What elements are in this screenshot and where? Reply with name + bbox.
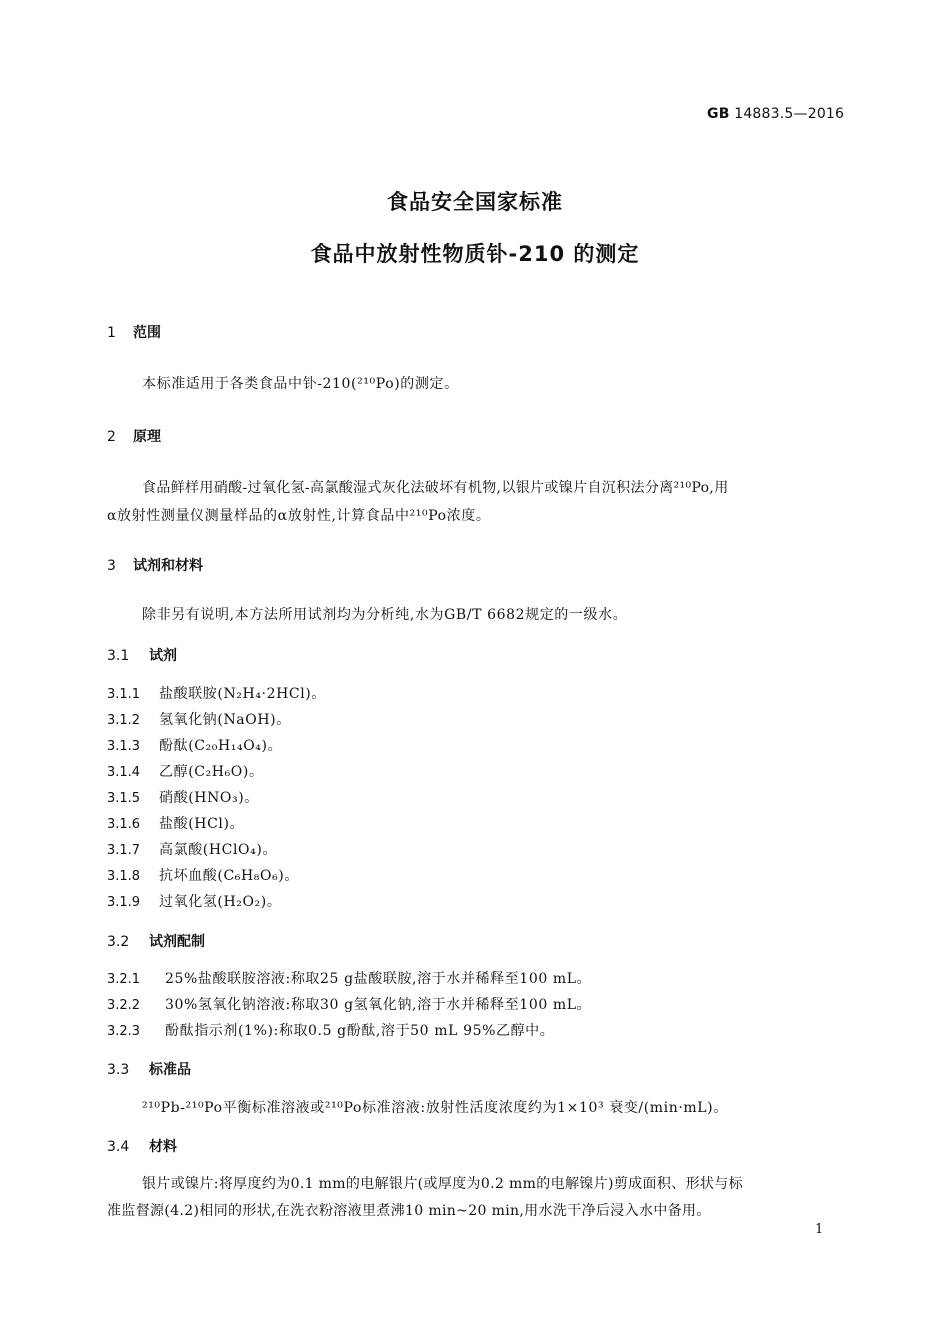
item-text: 25%盐酸联胺溶液:称取25 g盐酸联胺,溶于水并稀释至100 mL。 [165,971,592,987]
list-item [107,813,244,833]
principle-line-2: α放射性测量仪测量样品的α放射性,计算食品中²¹⁰Po浓度。 [107,508,491,524]
list-item [107,1020,554,1040]
standard-prefix: GB [707,106,730,122]
list-item [107,683,326,703]
section-heading-3-2 [107,931,205,951]
item-text: 乙醇(C₂H₆O)。 [159,764,264,780]
main-title: 食品安全国家标准 [387,190,563,214]
item-text: 高氯酸(HClO₄)。 [159,842,278,858]
list-item [107,709,291,729]
item-number: 3.1.5 [107,791,141,806]
section-number: 2 [107,429,116,445]
section-number: 3.2 [107,934,130,950]
sub-title: 食品中放射性物质钋-210 的测定 [310,242,640,266]
list-item [107,968,591,988]
page-number: 1 [815,1222,824,1237]
list-item [107,865,299,885]
section-heading-2 [107,426,161,446]
item-text: 硝酸(HNO₃)。 [159,790,259,806]
section-number: 3 [107,558,116,574]
section-heading-3-1 [107,645,177,665]
list-item [107,839,277,859]
list-item [107,994,591,1014]
item-number: 3.1.9 [107,895,141,910]
standard-number: 14883.5—2016 [734,106,845,122]
item-text: 酚酞(C₂₀H₁₄O₄)。 [159,738,283,754]
section-heading-3-3 [107,1059,191,1079]
list-item [107,735,282,755]
item-number: 3.1.8 [107,869,141,884]
item-number: 3.1.3 [107,739,141,754]
item-number: 3.2.3 [107,1024,141,1039]
item-number: 3.1.1 [107,687,141,702]
list-item [107,787,259,807]
standard-material-text: ²¹⁰Pb-²¹⁰Po平衡标准溶液或²¹⁰Po标准溶液:放射性活度浓度约为1×10³ 衰变/(min·mL)。 [142,1100,728,1116]
section-heading-1 [107,322,161,342]
item-number: 3.1.4 [107,765,141,780]
section-title: 原理 [133,429,161,445]
standard-code [707,106,844,122]
item-text: 过氧化氢(H₂O₂)。 [159,894,282,910]
item-number: 3.1.6 [107,817,141,832]
item-text: 抗坏血酸(C₆H₈O₆)。 [159,868,299,884]
section-number: 3.3 [107,1062,130,1078]
section-title: 试剂配制 [149,934,205,950]
section-number: 1 [107,325,116,341]
materials-line-1: 银片或镍片:将厚度约为0.1 mm的电解银片(或厚度为0.2 mm的电解镍片)剪成面积、形状与标 [142,1176,743,1192]
item-text: 酚酞指示剂(1%):称取0.5 g酚酞,溶于50 mL 95%乙醇中。 [165,1023,555,1039]
item-number: 3.2.1 [107,972,141,987]
section-title: 试剂 [149,648,177,664]
scope-text: 本标准适用于各类食品中钋-210(²¹⁰Po)的测定。 [142,376,459,392]
section-title: 标准品 [149,1062,191,1078]
section-number: 3.4 [107,1139,130,1155]
section-title: 材料 [149,1139,177,1155]
list-item [107,891,281,911]
section-heading-3 [107,555,203,575]
section-number: 3.1 [107,648,130,664]
section-title: 试剂和材料 [133,558,203,574]
item-number: 3.1.2 [107,713,141,728]
item-text: 氢氧化钠(NaOH)。 [159,712,291,728]
principle-line-1: 食品鲜样用硝酸-过氧化氢-高氯酸湿式灰化法破坏有机物,以银片或镍片自沉积法分离²¹⁰Po,用 [142,480,729,496]
materials-line-2: 准监督源(4.2)相同的形状,在洗衣粉溶液里煮沸10 min~20 min,用水洗干净后浸入水中备用。 [107,1203,711,1219]
item-number: 3.2.2 [107,998,141,1013]
section-title: 范围 [133,325,161,341]
reagents-intro: 除非另有说明,本方法所用试剂均为分析纯,水为GB/T 6682规定的一级水。 [142,607,628,623]
item-number: 3.1.7 [107,843,141,858]
item-text: 30%氢氧化钠溶液:称取30 g氢氧化钠,溶于水并稀释至100 mL。 [165,997,592,1013]
list-item [107,761,264,781]
item-text: 盐酸联胺(N₂H₄·2HCl)。 [159,686,326,702]
section-heading-3-4 [107,1136,177,1156]
item-text: 盐酸(HCl)。 [159,816,245,832]
